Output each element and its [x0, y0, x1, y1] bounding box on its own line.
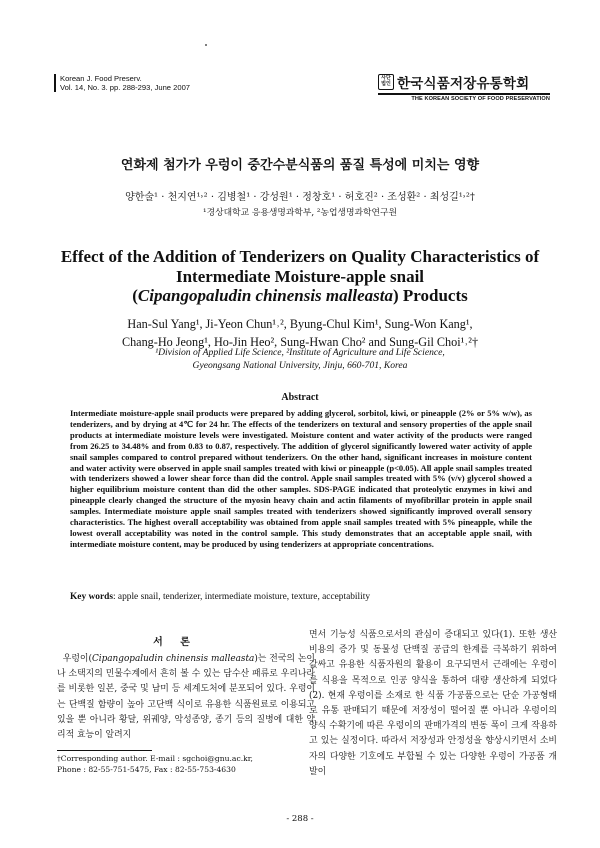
- journal-volume: Vol. 14, No. 3. pp. 288-293, June 2007: [60, 83, 191, 93]
- page-number: - 288 -: [286, 814, 314, 824]
- keywords-list: : apple snail, tenderizer, intermediate moisture, texture, acceptability: [112, 592, 371, 602]
- abstract-heading: Abstract: [281, 392, 319, 403]
- keywords-label: Key words: [70, 592, 113, 602]
- species-name: Cipangopaludin chinensis malleasta: [137, 286, 393, 305]
- section-heading-introduction: 서 론: [153, 637, 197, 648]
- authors-english-line1: Han-Sul Yang¹, Ji-Yeon Chun¹˒², Byung-Chul Kim¹, Sung-Won Kang¹,: [127, 317, 473, 331]
- authors-korean: 양한술¹ · 천지연¹˒² · 김병철¹ · 강성원¹ · 정창호¹ · 허호진² · 조성환² · 최성길¹˒²†: [125, 192, 475, 203]
- affiliation-korean: ¹경상대학교 응용생명과학부, ²농업생명과학연구원: [203, 208, 397, 218]
- society-name-en: THE KOREAN SOCIETY OF FOOD PRESERVATION: [411, 96, 550, 102]
- footnote: [57, 753, 297, 775]
- affiliation-english-line2: Gyeongsang National University, Jinju, 660-701, Korea: [192, 359, 408, 371]
- title-english-line3: (Cipangopaludin chinensis malleasta) Products: [132, 286, 468, 305]
- title-english-line1: Effect of the Addition of Tenderizers on Quality Characteristics of: [60, 247, 540, 266]
- authors-english-line2: Chang-Ho Jeong¹, Ho-Jin Heo², Sung-Hwan Cho² and Sung-Gil Choi¹˒²†: [121, 335, 479, 349]
- journal-name: Korean J. Food Preserv.: [60, 74, 142, 83]
- footnote-line2: Phone : 82-55-751-5475, Fax : 82-55-753-4630: [57, 765, 236, 775]
- society-logo: [378, 72, 550, 102]
- speck: [205, 44, 207, 46]
- abstract-body: Intermediate moisture-apple snail products were prepared by adding glycerol, sorbitol, kiwi, or pineapple (2% or 5% w/w), as tenderizers, and by drying at 4℃ for 24 hr. The effects of the tenderizers on textural and sensory properties of the apple snail products at intermediate moisture levels were investigated. Moisture content and water activity of the products were ranged from 26.25 to 34.48% and from 0.83 to 0.87, respectively. The addition of glycerol significantly lowered water activity of apple snail samples compared to control prepared without tenderizers. On the other hand, significant increases in moisture content and water activity were observed in apple snail samples treated with kiwi or pineapple (p<0.05). All apple snail samples treated with tenderizers showed a lower shear force than did the control. Apple snail samples treated with 5% (v/v) glycerol showed a higher equilibrium moisture content than did the other samples. SDS-PAGE indicated that proteolytic enzymes in kiwi and pineapple clearly changed the structure of the myosin heavy chain and actin filaments of myofibrillar protein in apple snail samples. Intermediate moisture apple snail samples treated with tenderizers showed significantly improved overall sensory characteristics. The highest overall acceptability was obtained from apple snail samples treated with 5% pineapple, while the lowest overall acceptability was noted in the control sample. This study demonstrates that an acceptable apple snail, with intermediate moisture content, may be produced by using tenderizers at appropriate concentrations.: [70, 408, 532, 549]
- affiliation-english: [40, 347, 560, 372]
- body-column-left: 우렁이(Cipangopaludin chinensis malleasta)는 전국의 논이나 소택지의 민물수계에서 흔히 볼 수 있는 담수산 패류로 우리나라를 비롯한 일본, 중국 및 남미 등 세계도처에 분포되어 있다. 우렁이는 단백질 함량이 높아 고단백 식이로 유용한 식품원료로 이용되고 있을 뿐 아니라 황달, 위궤양, 악성종양, 종기 등의 질병에 대한 약리적 효능이 알려지: [57, 654, 315, 741]
- keywords: [70, 592, 540, 602]
- society-name-kr: 한국식품저장유통학회: [397, 76, 530, 92]
- body-column-right: 면서 기능성 식품으로서의 관심이 증대되고 있다(1). 또한 생산 비용의 증가 및 동물성 단백질 공급의 한계를 극복하기 위하여 값싸고 유용한 식품자원의 활용이 요구되면서 근래에는 우렁이를 식용을 목적으로 인공 양식을 통하여 대량 생산하게 되었다(2). 현재 우렁이를 소재로 한 식품 가공품으로는 단순 가공형태로 유통 판매되기 때문에 저장성이 떨어질 뿐 아니라 우렁이의 양식 수확기에 따른 우렁이의 판매가격의 변동 폭이 크게 작용하고 있는 실정이다. 따라서 저장성과 안정성을 향상시키면서 소비자의 다양한 기호에도 부합될 수 있는 다양한 우렁이 가공품 개발이: [309, 630, 557, 777]
- authors-english: [40, 315, 560, 351]
- society-seal-icon: 사단법인: [378, 74, 394, 90]
- affiliation-english-line1: ¹Division of Applied Life Science, ²Institute of Agriculture and Life Science,: [155, 347, 445, 358]
- footnote-line1: †Corresponding author. E-mail : sgchoi@gnu.ac.kr,: [57, 754, 253, 763]
- title-korean: 연화제 첨가가 우렁이 중간수분식품의 품질 특성에 미치는 영향: [120, 158, 480, 173]
- footnote-divider: [57, 750, 152, 751]
- journal-citation: [54, 74, 190, 92]
- species-name-body: Cipangopaludin chinensis malleasta: [91, 654, 255, 664]
- title-english: [40, 247, 560, 306]
- title-english-line2: Intermediate Moisture-apple snail: [175, 266, 425, 286]
